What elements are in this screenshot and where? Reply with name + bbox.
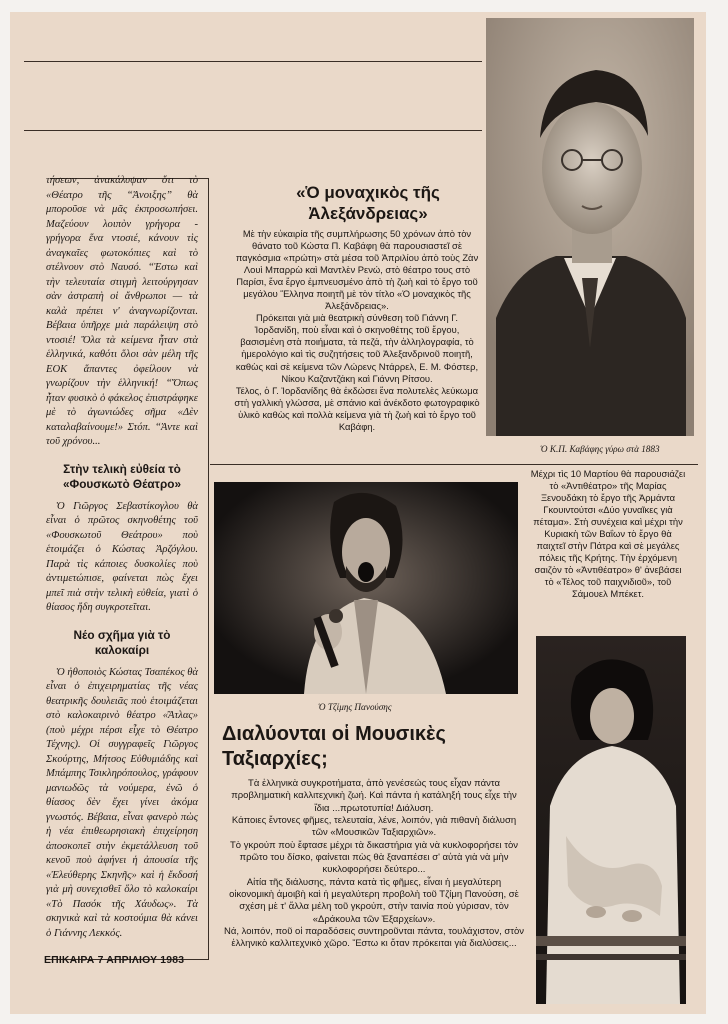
- article-brigades-title: Διαλύονται οἱ Μουσικὲς Ταξιαρχίες;: [222, 723, 446, 770]
- cavafy-para-3: Τέλος, ὁ Γ. Ἰορδανίδης θὰ ἐκδώσει ἕνα πολυτελὲς λεύκωμα στὴ γαλλικὴ γλώσσα, μὲ σπάνιο καὶ ἀνέκδοτο φωτογραφικὸ ὑλικὸ καθὼς καὶ πολλὰ κείμενα γιὰ τὴ ζωὴ καὶ τὸ ἔργο τοῦ Καβάφη.: [234, 384, 480, 432]
- mid-rule: [210, 464, 698, 465]
- panousis-photo: [214, 482, 518, 694]
- heading-new-troupe: Νέο σχῆμα γιὰ τὸ καλοκαίρι: [73, 627, 171, 657]
- magazine-page: [10, 12, 706, 1014]
- left-para-new-troupe: Ὁ ἠθοποιὸς Κώστας Τσαπέκος θὰ εἶναι ὁ ἐπιχειρηματίας τῆς νέας θεατρικῆς δουλειᾶς ποὺ ἑτοιμάζεται στὸ καλοκαιρινὸ θέατρο «Ἄτλας» (ποὺ μέχρι πέρσι εἶχε τὸ Θέατρο Τέχνης). Οἱ συγγραφεῖς Γιῶργος Σκούρτης, Μήτσος Εὐθυμιάδης καὶ Μπάμπης Τσικληρόπουλος, γράφουν μανιωδῶς τὰ νούμερα, ἐνῶ ὁ θίασος δὲν ἔχει γίνει ἀκόμα γνωστός. Βέβαια, εἶναι φανερὸ πὼς ἡ νέα ἐπιθεωρησιακὴ ἐπιχείρηση ἀποσκοπεῖ στὴν ἐκμετάλλευση τοῦ κενοῦ ποὺ ἀφήνει ἡ ἀπουσία τῆς «Ἐλεύθερης Σκηνῆς» καὶ ἡ ἔκδοσή γιὰ μὴ συνεχισθεῖ ὅλο τὸ καλοκαίρι «Τὸ Πασόκ τῆς Χάυδως». Τὰ σκηνικὰ καὶ τὰ κοστούμια θὰ κάνει ὁ Γιάννης Λεκκός.: [46, 666, 198, 939]
- left-column-rule: [208, 178, 209, 960]
- actress-photo: [536, 636, 686, 1004]
- antitheatre-text: Μέχρι τὶς 10 Μαρτίου θὰ παρουσιάζει τὸ «Ἀντιθέατρο» τῆς Μαρίας Ξενουδάκη τὸ ἔργο τῆς Ἀρμάντα Γκουιντούτσι «Δύο γυναῖκες γιὰ πέταμα». Στὴ συνέχεια καὶ μέχρι τὴν Κυριακὴ τῶν Βαΐων τὸ ἔργο θὰ παιχτεῖ στὴν Πάτρα καὶ σὲ μεγάλες πόλεις τῆς Κρήτης. Τὴν ἐρχόμενη σαιζὸν τὸ «Ἀντιθέατρο» θ' ἀνεβάσει τὸ «Τέλος τοῦ παιχνιδιοῦ», τοῦ Σάμουελ Μπέκετ.: [530, 468, 686, 600]
- brigades-para-5: Νά, λοιπόν, ποῦ οἱ παραδόσεις συντηροῦνται πάντα, τουλάχιστον, στὸν ἑλληνικὸ καλλιτεχνικὸ χῶρο. Ἔστω κι ὅταν πρόκειται γιὰ διαλύσεις...: [224, 926, 525, 950]
- cavafy-para-1: Μὲ τὴν εὐκαιρία τῆς συμπλήρωσης 50 χρόνων ἀπὸ τὸν θάνατο τοῦ Κώστα Π. Καβάφη θὰ παρουσιαστεῖ σὲ παγκόσμια «πρώτη» στὰ μέσα τοῦ Ἀπριλίου ἀπὸ τοὺς Ζὰν Λουὶ Μπαρρὼ καὶ Μαντλὲν Ρενώ, στὸ θέατρο τους στὸ Παρίσι, ἕνα ἔργο ἐμπνευσμένο ἀπὸ τὴ ζωὴ καὶ τὸ ἔργο τοῦ μεγάλου Ἕλληνα ποιητῆ μὲ τὸν τίτλο «Ὁ μοναχικὸς τῆς Ἀλεξάνδρειας».: [235, 228, 479, 312]
- article-brigades-body: [224, 778, 524, 951]
- top-rule-1: [24, 61, 482, 62]
- brigades-para-2: Κάποιες ἔντονες φῆμες, τελευταία, λένε, λοιπόν, γιὰ πιθανὴ διάλυση τῶν «Μουσικῶν Ταξιαρχιῶν».: [231, 815, 517, 839]
- cavafy-photo: [486, 18, 694, 436]
- cavafy-para-2: Πρόκειται γιὰ μιὰ θεατρικὴ σύνθεση τοῦ Γιάννη Γ. Ἰορδανίδη, ποὺ εἶναι καὶ ὁ σκηνοθέτης τοῦ ἔργου, βασισμένη στὰ ποιήματα, τὰ πεζά, τὴν ἀλληλογραφία, τὸ ἡμερολόγιο καὶ τὶς συζητήσεις τοῦ Ἀλεξανδρινοῦ ποιητῆ, καθὼς καὶ σὲ κείμενα τῶν Λώρενς Ντάρρελ, Ε. Μ. Φόστερ, Νίκου Καζαντζάκη καὶ Γιάννη Ρίτσου.: [235, 312, 479, 384]
- left-para-inflatable-theatre: Ὁ Γιῶργος Σεβαστίκογλου θὰ εἶναι ὁ πρῶτος σκηνοθέτης τοῦ «Φουσκωτοῦ Θεάτρου» ποὺ ἑτοιμάζει ὁ Κώστας Ἀρζόγλου. Παρὰ τὶς κάποιες δυσκολίες ποὺ ἀντιμετώπισε, φαίνεται πὼς ἔχει μπεῖ πιὰ στὴν τελικὴ εὐθεία, γιατὶ ὁ θίασος ἤδη συγκροτεῖται.: [46, 500, 198, 613]
- left-column: [46, 174, 198, 941]
- cavafy-portrait-image: [486, 18, 694, 436]
- article-cavafy-title: «Ὁ μοναχικὸς τῆς Ἀλεξάνδρειας»: [296, 183, 440, 223]
- brigades-para-1: Τὰ ἑλληνικὰ συγκροτήματα, ἀπὸ γενέσεώς τους εἶχαν πάντα προβληματικὴ καλλιτεχνικὴ ζωή. Καὶ πάντα ἡ κατάληξή τους εἶχε τὴν ἴδια ...πρωτοτυπία! Διάλυση.: [231, 778, 517, 814]
- page-footer: ΕΠΙΚΑΙΡΑ 7 ΑΠΡΙΛΙΟΥ 1983: [44, 955, 185, 966]
- left-intro-text: τήσεων, ἀνακάλυψαν ὅτι τὸ «Θέατρο τῆς “Ἀνοιξης” θὰ μποροῦσε νὰ μᾶς ἐκπροσωπήσει. Μαζεύουν λοιπὸν γρήγορα - γρήγορα ἕνα ντοσιέ, κάνουν τὶς ἀναγκαῖες φωτοκόπιες καὶ τὸ στέλνουν στὸ Ναυσό. “Ἐστω καὶ τὴν τελευταία στιγμὴ λειτούργησαν σὰν ἀστραπὴ οἱ ἄνθρωποι — τὰ καλὰ πρέπει ν' ἀναγνωρίζονται. Βέβαια ὑπῆρχε μιὰ παράλειψη στὸ ντοσιέ! Ὅλα τὰ κείμενα ἦταν στὰ ἑλληνικά, καθότι ὅλοι σὰν μέλη τῆς ΕΟΚ ἅπαντες ὀφείλουν νὰ γνωρίζουν τὴν ἑλληνική! “Ὅπως ἦταν φυσικὸ ὁ φάκελος ἐπιστράφηκε μὲ τὸ ἀγωνιώδες σῆμα «Δὲν καταλαβαίνουμε!» Στόπ. “Ἀντε καὶ τοῦ χρόνου...: [46, 175, 198, 447]
- top-rule-2: [24, 130, 482, 131]
- cavafy-caption: Ὁ Κ.Π. Καβάφης γύρω στὰ 1883: [540, 444, 660, 454]
- brigades-para-4: Αἰτία τῆς διάλυσης, πάντα κατὰ τὶς φῆμες, εἶναι ἡ μεγαλύτερη οἰκονομικὴ ἀμοιβὴ καὶ ἡ μεγαλύτερη προβολὴ τοῦ Τζίμη Πανούση, σὲ σχέση μὲ τ' ἄλλα μέλη τοῦ γκρούπ, στὴν ταινία ποὺ γύρισαν, τὸν «Δράκουλα τῶν Ἐξαρχείων».: [229, 876, 519, 925]
- panousis-concert-image: [214, 482, 518, 694]
- panousis-caption: Ὁ Τζίμης Πανούσης: [318, 702, 392, 712]
- actress-portrait-image: [536, 636, 686, 1004]
- brigades-para-3: Τὸ γκρούπ ποὺ ἔφτασε μέχρι τὰ δικαστήρια γιὰ νὰ κυκλοφορήσει τὸν πρῶτο του δίσκο, φαίνεται πὼς θὰ ξαναπέσει σ' αὐτὰ γιὰ νὰ μὴν κυκλοφορήσει δεύτερο...: [230, 839, 518, 876]
- article-cavafy-body: [234, 228, 480, 433]
- heading-inflatable-theatre: Στὴν τελικὴ εὐθεία τὸ «Φουσκωτὸ Θέατρο»: [62, 461, 182, 491]
